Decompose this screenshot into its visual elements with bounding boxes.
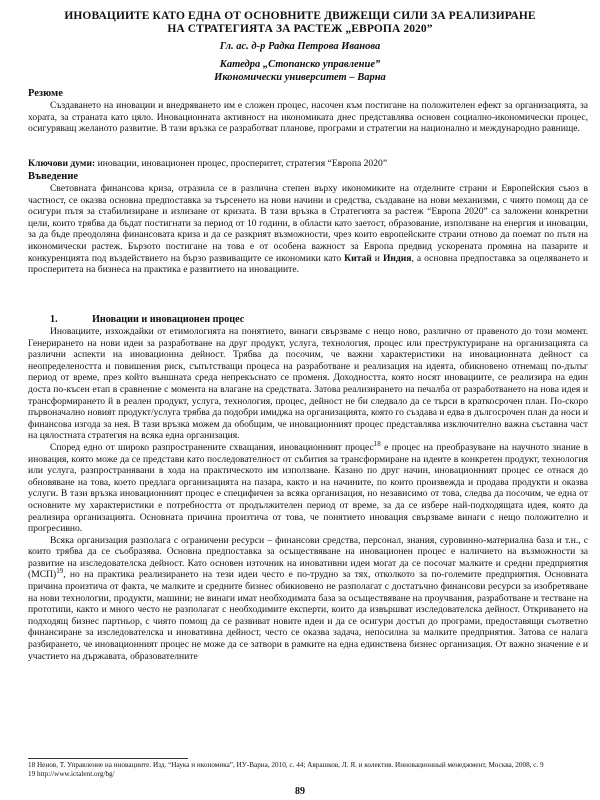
abstract-heading: Резюме — [28, 88, 63, 99]
p2-text-a: Според едно от широко разпространените схващания, иновационният процес — [50, 441, 374, 453]
section-1-number: 1. — [50, 314, 58, 325]
footnote-19[interactable]: 19 http://www.ictalent.org/bg/ — [28, 769, 115, 778]
intro-text — [28, 183, 588, 276]
footnote-ref-19[interactable]: 19 — [56, 567, 64, 576]
intro-text-b: , а основна предпоставка за оцеляването и просперитета на бизнеса на практика е развитието на иновациите. — [28, 252, 588, 276]
section-1-paragraph-3 — [28, 535, 588, 663]
footnote-divider — [28, 758, 188, 759]
footnote-ref-18[interactable]: 18 — [373, 439, 381, 448]
paper-title-line-2: НА СТРАТЕГИЯТА ЗА РАСТЕЖ „ЕВРОПА 2020” — [167, 23, 433, 35]
intro-text-a: Световната финансова криза, отразила се в различна степен върху икономиките на отделните страни и Европейския съюз в частност, се оказва основна предпоставка за търсенето на нови начини и средства, създаване на нови механизми, с чиято помощ да се осигури пътя за стабилизиране и излизане от кризата. В тази връзка в Стратегията за растеж “Европа 2020” са заложени конкретни цели, които трябва да бъдат постигнати за период от 10 години, в области като заетост, образование, използване на енергия и иновации, за да бъде преодоляна финансовата криза и да се разкрият възможности, чрез които европейските страни отново да поемат по пътя на икономически растеж. Бързото постигане на това е от особена важност за Европа предвид ускорената промяна на пазарите и конкуренцията под въздействието на бързо развиващите се икономики като — [28, 183, 588, 264]
intro-and: и — [371, 252, 383, 264]
p3-text-a: Всяка организация разполага с ограничени ресурси – финансови средства, персонал, знания, суровинно-материална база и т.н., с които трябва да се съобразява. Основна предпоставка за осъществяване на иновационен процес е наличието на възможности за развитие на изследователска дейност. Като основен източник на иновативни идеи могат да се посочат малките и средни предприятия (МСП) — [28, 534, 588, 581]
author-university: Икономически университет – Варна — [214, 72, 386, 83]
keywords-line — [28, 158, 588, 169]
intro-paragraph — [28, 183, 588, 276]
section-1-title: Иновации и иновационен процес — [92, 314, 245, 325]
p2-text-b: е процес на преобразуване на научното знание в иновация, която може да се представи като последователност от събития за трансформиране на идеите в конкретен продукт, технология или услуга, разпространявани в хода на практическото им използване. Казано по друг начин, иновационният процес се отнася до обновяване на това, което предлага организацията на пазара, както и на начините, по които произвежда и продава продукти и оказва услуги. В тази връзка иновационният процес е специфичен за всяка организация, но независимо от това, следва да посочим, че една от основните му характеристики е потребността от продължителен период от време, за да се избере най-подходящата идея, която да реализира организацията. Основната причина произтича от това, че понятието иновация свързваме винаги с нещо положително и прогресивно. — [28, 441, 588, 535]
intro-india: Индия — [382, 252, 412, 264]
section-1-paragraph-2 — [28, 439, 588, 535]
section-1-heading — [50, 314, 244, 325]
paper-title-line-1: ИНОВАЦИИТЕ КАТО ЕДНА ОТ ОСНОВНИТЕ ДВИЖЕЩИ СИЛИ ЗА РЕАЛИЗИРАНЕ — [64, 10, 536, 22]
p3-text-b: , но на практика реализирането на тези идеи често е по-трудно за тях, отколкото за по-големите предприятия. Основната причина произтича от факта, че малките и средните бизнес обикновено не разполагат с достатъчно финансови ресурси за изобретяване на нови технологии, продукти, машини; не винаги имат необходимата база за осъществяване на проучвания, разработване и тестване на прототипи, както и много често не разполагат с необходимите експерти, които да извършват изследователска дейност. Откриването на подходящ бизнес партньор, с чиято помощ да се развиват новите идеи и да се осигури достъп до програми, предоставящи съответно финансиране за изследователска и иновативна дейност, често се оказва задача, непосилна за малките предприятия. Затова се налага разбирането, че иновационният процес не може да се затвори в рамките на една единствена бизнес организация. От важно значение е и участието на държавата, образователните — [28, 569, 588, 662]
footnote-18: 18 Ненов, Т. Управление на иновациите. Изд. “Наука и икономика”, ИУ-Варна, 2010, с. 44; Аврашков, Л. Я. и колектив. Инновационный менеджмент, Москва, 2008, с. 9 — [28, 761, 544, 769]
page-number: 89 — [295, 786, 305, 797]
footnotes — [28, 761, 588, 778]
keywords-label: Ключови думи: — [28, 158, 96, 169]
author-department: Катедра „Стопанско управление” — [219, 59, 381, 70]
intro-china: Китай — [344, 252, 372, 264]
intro-heading: Въведение — [28, 171, 79, 182]
abstract-paragraph: Създаването на иновации и внедряването им е сложен процес, насочен към постигане на положителен ефект за организацията, за хората, за страната като цяло. Иновационната активност на икономиката днес представлява основен социално-икономически процес, осигуряващ желаното развитие. В тази връзка се разработват планове, програми и стратегии на национално и международно равнище. — [28, 100, 588, 135]
section-1-body — [28, 326, 588, 662]
author-name: Гл. ас. д-р Радка Петрова Иванова — [219, 41, 381, 52]
abstract-text — [28, 100, 588, 135]
section-1-paragraph-1: Иновациите, изхождайки от етимологията на понятието, винаги свързваме с нещо ново, различно от правеното до този момент. Генерирането на нови идеи за разработване на друг продукт, услуга, технология, процес или преструктуриране на организацията са различни аспекти на иновационна дейност. Трябва да посочим, че важни характеристики на иновационната дейност са неопределеността и повишения риск, съпътстващи процеса на разработване и реализация на идеята, обикновено отнемащ по-дълъг период от време, през който външната среда непрекъснато се променя. Доходността, която носят иновациите, се реализира на един доста по-късен етап в сравнение с момента на влагане на средствата. Затова реализирането на печалба от разработването на нова идея и трансформирането й в реален продукт, услуга, технология, процес, дейност не би следвало да се търси в краткосрочен план. По-скоро първоначално новият продукт/услуга трябва да подобри имиджа на организацията, която го създава и едва в дългосрочен план да носи и финансова изгода за нея. В тази връзка можем да обобщим, че иновационният процес представлява изключително важна съставна част на цялостната стратегия на всяка една организация. — [28, 326, 588, 442]
keywords-text: иновации, иновационен процес, просперитет, стратегия “Европа 2020” — [95, 158, 388, 169]
